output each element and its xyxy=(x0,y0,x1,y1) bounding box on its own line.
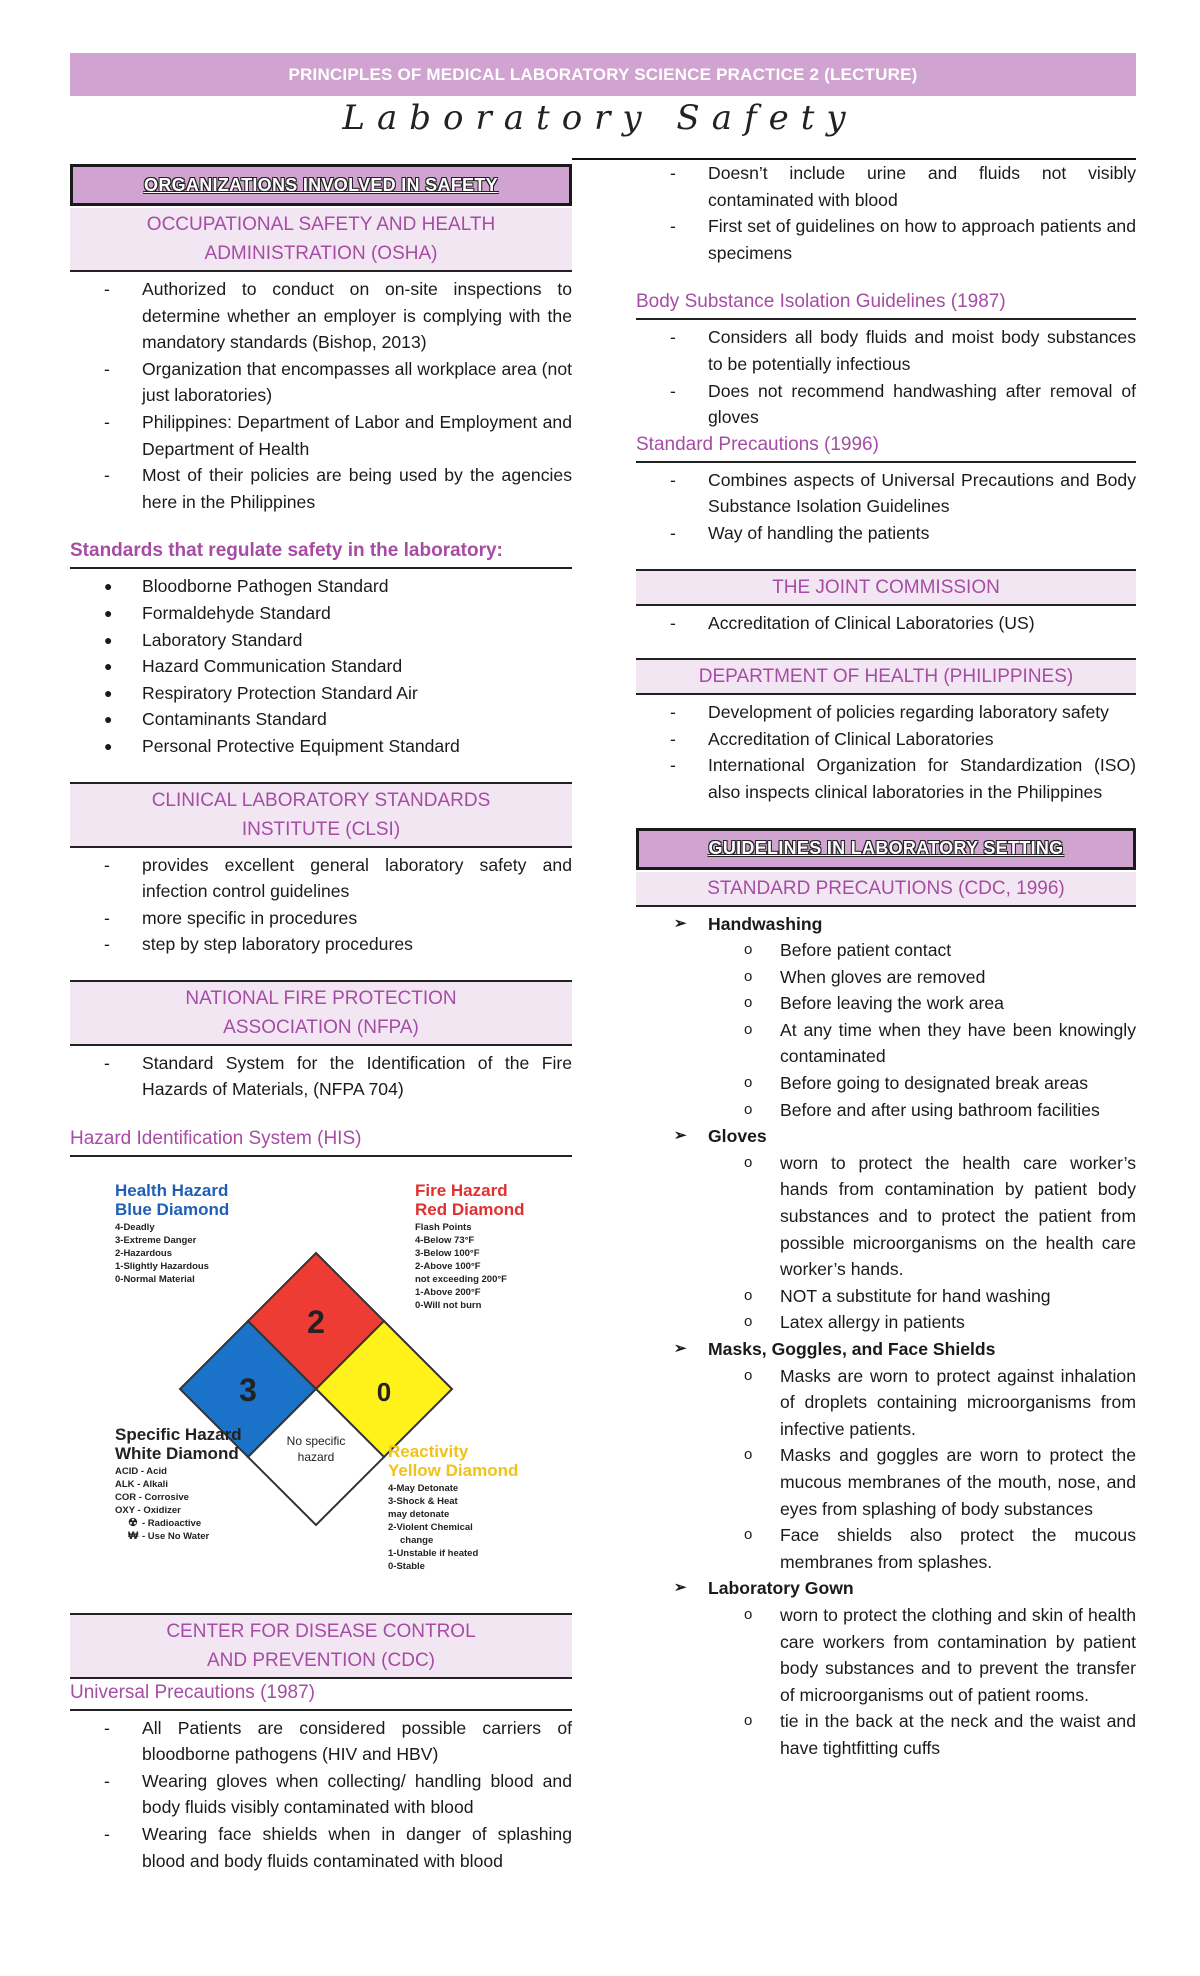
universal-precautions-heading: Universal Precautions (1987) xyxy=(70,1679,572,1711)
specific-code: ACID - Acid xyxy=(115,1466,167,1478)
list-item: - Accreditation of Clinical Laboratories xyxy=(670,728,994,749)
precaution-group: ➢ Laboratory Gown o worn to protect the clothing and skin of health care workers from contamination by patient body substances and to prevent the transfer of microorganisms out of patient rooms. o tie in the back at the neck and the waist and have tightfitting cuffs xyxy=(636,1575,1136,1761)
reactivity-level: 4-May Detonate xyxy=(388,1483,459,1495)
joint-commission-list xyxy=(636,610,1136,637)
standard-precautions-list xyxy=(636,467,1136,547)
list-item: - Development of policies regarding laboratory safety xyxy=(670,702,1109,723)
list-item: - Philippines: Department of Labor and Employment and Department of Health xyxy=(104,411,572,459)
osha-heading: OCCUPATIONAL SAFETY AND HEALTH ADMINISTRATION (OSHA) xyxy=(70,208,572,272)
precautions-list xyxy=(636,911,1136,1762)
reactivity-subtitle: Yellow Diamond xyxy=(388,1461,519,1481)
blue-diamond-value: 3 xyxy=(239,1372,257,1409)
list-item: o NOT a substitute for hand washing xyxy=(744,1285,1051,1306)
clsi-list xyxy=(70,852,572,958)
reactivity-level: 1-Unstable if heated xyxy=(388,1548,479,1560)
joint-commission-heading: THE JOINT COMMISSION xyxy=(636,569,1136,606)
specific-hazard-subtitle: White Diamond xyxy=(115,1444,239,1464)
reactivity-level: may detonate xyxy=(388,1509,450,1521)
yellow-diamond-value: 0 xyxy=(376,1377,392,1408)
his-heading: Hazard Identification System (HIS) xyxy=(70,1125,572,1157)
list-item: - Wearing gloves when collecting/ handling blood and body fluids visibly contaminated with blood xyxy=(104,1770,572,1818)
fire-level: 4-Below 73°F xyxy=(415,1235,475,1247)
reactivity-level: change xyxy=(400,1535,434,1547)
standard-precautions-heading: Standard Precautions (1996) xyxy=(636,431,1136,463)
list-item: o When gloves are removed xyxy=(744,966,986,987)
fire-level: 1-Above 200°F xyxy=(415,1287,481,1299)
list-item: - Way of handling the patients xyxy=(670,522,930,543)
precaution-group: ➢ Gloves o worn to protect the health care worker’s hands from contamination by patient body substances and to protect the patient from possible microorganisms on the health care worker’s hands. o NOT a substitute for hand washing o Latex allergy in patients xyxy=(636,1123,1136,1336)
red-diamond-value: 2 xyxy=(307,1304,325,1341)
fire-level: 2-Above 100°F xyxy=(415,1261,481,1273)
fire-level: 3-Below 100°F xyxy=(415,1248,480,1260)
fire-level: 0-Will not burn xyxy=(415,1300,482,1312)
page-title: Laboratory Safety xyxy=(342,98,858,138)
precaution-group: ➢ Handwashing o Before patient contact o When gloves are removed o Before leaving the work area o At any time when they have been knowingly contaminated o Before going to designated break areas o Before and after using bathroom facilities xyxy=(636,911,1136,1124)
organizations-tag: ORGANIZATIONS INVOLVED IN SAFETY xyxy=(70,164,572,206)
bsi-list xyxy=(636,324,1136,430)
specific-code: - Radioactive xyxy=(142,1518,202,1530)
list-item: ● Respiratory Protection Standard Air xyxy=(104,682,418,703)
universal-precautions-list xyxy=(70,1715,572,1875)
list-item: ● Laboratory Standard xyxy=(104,629,303,650)
nfpa-diamond-figure xyxy=(70,1157,572,1605)
precaution-group: ➢ Masks, Goggles, and Face Shields o Masks are worn to protect against inhalation of droplets containing microorganisms from infective patients. o Masks and goggles are worn to protect the mucous membranes of the mouth, nose, and eyes from splashing of body substances o Face shields also protect the mucous membranes from splashes. xyxy=(636,1336,1136,1575)
white-diamond-line2: hazard xyxy=(297,1450,335,1465)
list-item: - Accreditation of Clinical Laboratories (US) xyxy=(670,612,1035,633)
list-item: o Before and after using bathroom facilities xyxy=(744,1099,1100,1120)
list-item: o At any time when they have been knowingly contaminated xyxy=(744,1019,1136,1067)
list-item: - Wearing face shields when in danger of splashing blood and body fluids contaminated with blood xyxy=(104,1824,572,1871)
list-item: ● Hazard Communication Standard xyxy=(104,656,403,677)
standards-heading: Standards that regulate safety in the laboratory: xyxy=(70,537,572,569)
list-item: - Authorized to conduct on on-site inspections to determine whether an employer is complying with the mandatory standards (Bishop, 2013) xyxy=(104,279,572,353)
list-item: - Standard System for the Identification of the Fire Hazards of Materials, (NFPA 704) xyxy=(104,1052,572,1100)
specific-code: - Use No Water xyxy=(142,1531,210,1543)
cdc-heading: CENTER FOR DISEASE CONTROL AND PREVENTION (CDC) xyxy=(70,1613,572,1679)
health-hazard-title: Health Hazard xyxy=(115,1181,229,1201)
universal-precautions-continued xyxy=(636,160,1136,266)
specific-hazard-title: Specific Hazard xyxy=(115,1425,242,1445)
list-item: o Masks and goggles are worn to protect the mucous membranes of the mouth, nose, and eyes from splashing of body substances xyxy=(744,1445,1136,1519)
list-item: o Face shields also protect the mucous membranes from splashes. xyxy=(744,1525,1136,1572)
health-level: 0-Normal Material xyxy=(115,1274,195,1286)
bsi-heading: Body Substance Isolation Guidelines (1987) xyxy=(636,288,1136,320)
specific-code: ALK - Alkali xyxy=(115,1479,168,1491)
specific-code: COR - Corrosive xyxy=(115,1492,189,1504)
list-item: o Masks are worn to protect against inhalation of droplets containing microorganisms from infective patients. xyxy=(744,1365,1136,1439)
fire-level: not exceeding 200°F xyxy=(415,1274,507,1286)
health-hazard-subtitle: Blue Diamond xyxy=(115,1200,230,1220)
health-level: 4-Deadly xyxy=(115,1222,155,1234)
course-banner: PRINCIPLES OF MEDICAL LABORATORY SCIENCE PRACTICE 2 (LECTURE) xyxy=(70,53,1136,96)
fire-hazard-title: Fire Hazard xyxy=(415,1181,508,1201)
right-column xyxy=(636,160,1136,1762)
nfpa-heading: NATIONAL FIRE PROTECTION ASSOCIATION (NFPA) xyxy=(70,980,572,1046)
list-item: - All Patients are considered possible carriers of bloodborne pathogens (HIV and HBV) xyxy=(104,1717,572,1765)
list-item: ● Formaldehyde Standard xyxy=(104,602,331,623)
list-item: o Before patient contact xyxy=(744,940,952,961)
reactivity-level: 3-Shock & Heat xyxy=(388,1496,458,1508)
list-item: - provides excellent general laboratory safety and infection control guidelines xyxy=(104,854,572,902)
nfpa-list xyxy=(70,1050,572,1103)
list-item: - First set of guidelines on how to approach patients and specimens xyxy=(670,216,1136,263)
reactivity-level: 2-Violent Chemical xyxy=(388,1522,473,1534)
guidelines-tag: GUIDELINES IN LABORATORY SETTING xyxy=(636,828,1136,870)
left-column xyxy=(70,164,572,1874)
standard-precautions-cdc-heading: STANDARD PRECAUTIONS (CDC, 1996) xyxy=(636,872,1136,907)
list-item: o worn to protect the clothing and skin of health care workers from contamination by patient body substances and to prevent the transfer of microorganisms out of patient rooms. xyxy=(744,1604,1136,1705)
list-item: - Considers all body fluids and moist body substances to be potentially infectious xyxy=(670,327,1136,374)
standards-list xyxy=(70,573,572,759)
no-water-icon: ₩ xyxy=(128,1530,139,1543)
doh-list xyxy=(636,699,1136,805)
list-item: o tie in the back at the neck and the waist and have tightfitting cuffs xyxy=(744,1711,1136,1758)
list-item: - more specific in procedures xyxy=(104,907,358,928)
list-item: - Most of their policies are being used by the agencies here in the Philippines xyxy=(104,465,572,512)
fire-level: Flash Points xyxy=(415,1222,472,1234)
list-item: o Before leaving the work area xyxy=(744,993,1004,1014)
list-item: o Latex allergy in patients xyxy=(744,1312,965,1333)
reactivity-level: 0-Stable xyxy=(388,1561,425,1573)
specific-code: OXY - Oxidizer xyxy=(115,1505,181,1517)
reactivity-title: Reactivity xyxy=(388,1442,469,1462)
clsi-heading: CLINICAL LABORATORY STANDARDS INSTITUTE (CLSI) xyxy=(70,782,572,848)
list-item: - Organization that encompasses all workplace area (not just laboratories) xyxy=(104,358,572,406)
health-level: 2-Hazardous xyxy=(115,1248,173,1260)
fire-hazard-subtitle: Red Diamond xyxy=(415,1200,525,1220)
list-item: ● Personal Protective Equipment Standard xyxy=(104,735,460,756)
list-item: o worn to protect the health care worker’s hands from contamination by patient body substances and to protect the patient from possible microorganisms on the health care worker’s hands. xyxy=(744,1152,1136,1280)
list-item: - International Organization for Standardization (ISO) also inspects clinical laboratories in the Philippines xyxy=(670,755,1136,802)
list-item: - Combines aspects of Universal Precautions and Body Substance Isolation Guidelines xyxy=(670,469,1136,517)
list-item: ● Contaminants Standard xyxy=(104,709,327,730)
doh-heading: DEPARTMENT OF HEALTH (PHILIPPINES) xyxy=(636,658,1136,695)
list-item: o Before going to designated break areas xyxy=(744,1073,1089,1094)
list-item: ● Bloodborne Pathogen Standard xyxy=(104,576,389,597)
list-item: - Doesn’t include urine and fluids not visibly contaminated with blood xyxy=(670,163,1136,210)
radioactive-icon: ☢ xyxy=(128,1517,138,1530)
list-item: - Does not recommend handwashing after removal of gloves xyxy=(670,380,1136,428)
health-level: 3-Extreme Danger xyxy=(115,1235,197,1247)
health-level: 1-Slightly Hazardous xyxy=(115,1261,209,1273)
osha-list xyxy=(70,276,572,515)
white-diamond-line1: No specific xyxy=(286,1434,346,1449)
list-item: - step by step laboratory procedures xyxy=(104,934,413,955)
